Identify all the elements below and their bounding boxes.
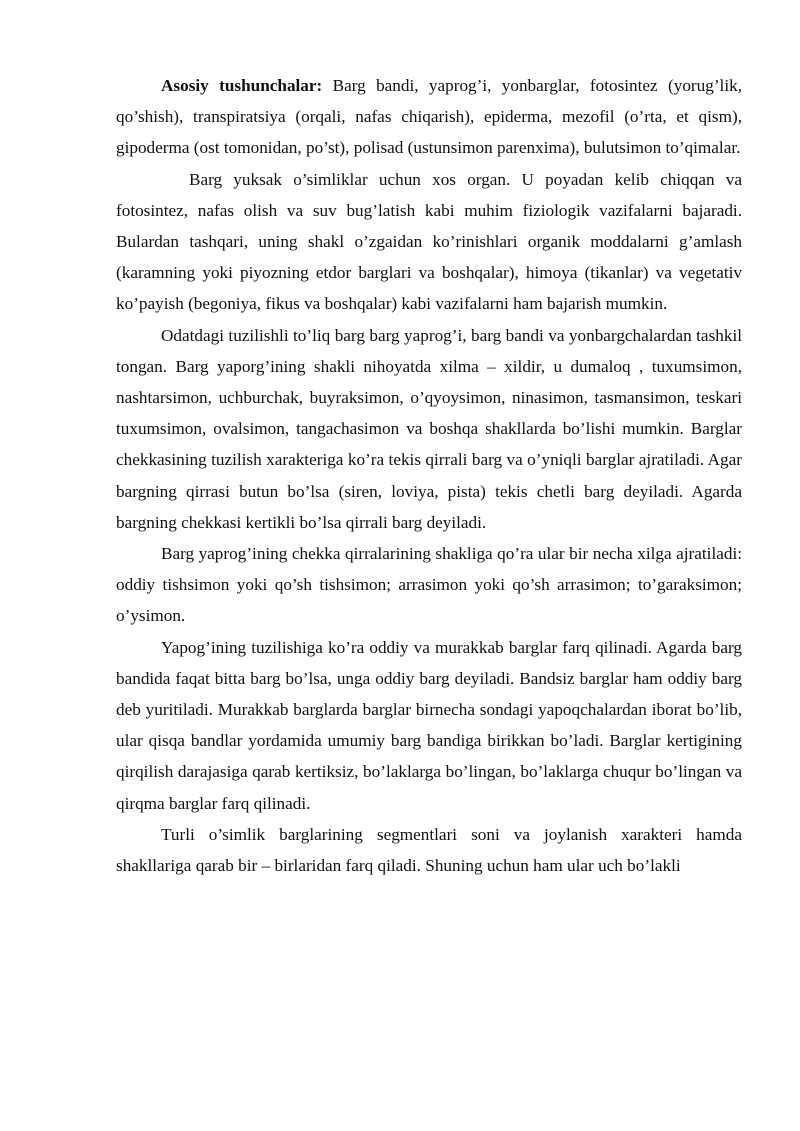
paragraph-leaf-shape: Odatdagi tuzilishli to’liq barg barg yaprog’i, barg bandi va yonbargchalardan tashkil tongan. Barg yaporg’ining shakli nihoyatda xilma – xildir, u dumaloq , tuxumsimon, nashtarsimon, uchburchak, buyraksimon, o’qyoysimon, ninasimon, tasmansimon, teskari tuxumsimon, ovalsimon, tangachasimon va boshqa shakllarda bo’lishi mumkin. Barglar chekkasining tuzilish xarakteriga ko’ra tekis qirrali barg va o’yniqli barglar ajratiladi. Agar bargning qirrasi butun bo’lsa (siren, loviya, pista) tekis chetli barg deyiladi. Agarda bargning chekkasi kertikli bo’lsa qirrali barg deyiladi. <box>116 325 742 532</box>
paragraph-leaf-margin: Barg yaprog’ining chekka qirralarining shakliga qo’ra ular bir necha xilga ajratiladi: oddiy tishsimon yoki qo’sh tishsimon; arrasimon yoki qo’sh arrasimon; to’garaksimon; o’ysimon. <box>116 544 742 626</box>
paragraph-simple-compound: Yapog’ining tuzilishiga ko’ra oddiy va murakkab barglar farq qilinadi. Agarda barg bandida faqat bitta barg bo’lsa, unga oddiy barg deyiladi. Bandsiz barglar ham oddiy barg deb yuritiladi. Murakkab barglarda barglar birnecha sondagi yapoqchalardan iborat bo’lib, ular qisqa bandlar yordamida umumiy barg bandiga birikkan bo’ladi. Barglar kertigining qirqilish darajasiga qarab kertiksiz, bo’laklarga bo’lingan, bo’laklarga chuqur bo’lingan va qirqma barglar farq qilinadi. <box>116 637 742 813</box>
paragraph-segments: Turli o’simlik barglarining segmentlari soni va joylanish xarakteri hamda shakllariga qarab bir – birlaridan farq qiladi. Shuning uchun ham ular uch bo’lakli <box>116 824 742 876</box>
key-concepts-text: Barg bandi, yaprog’i, yonbarglar, fotosintez (yorug’lik, qo’shish), transpiratsiya (orqali, nafas chiqarish), epiderma, mezofil (o’rta, et qism), gipoderma (ost tomonidan, po’st), polisad (ustunsimon parenxima), bulutsimon to’qimalar. <box>116 76 742 158</box>
key-concepts-label: Asosiy tushunchalar: <box>161 76 323 95</box>
key-concepts-paragraph <box>116 70 742 164</box>
document-body <box>116 70 742 881</box>
paragraph-leaf-organ: Barg yuksak o’simliklar uchun xos organ. U poyadan kelib chiqqan va fotosintez, nafas olish va suv bug’latish kabi muhim fiziologik vazifalarni bajaradi. Bulardan tashqari, uning shakl o’zgaidan ko’rinishlari organik moddalarni g’amlash (karamning yoki piyozning etdor barglari va boshqalar), himoya (tikanlar) va vegetativ ko’payish (begoniya, fikus va boshqalar) kabi vazifalarni ham bajarish mumkin. <box>116 169 742 314</box>
